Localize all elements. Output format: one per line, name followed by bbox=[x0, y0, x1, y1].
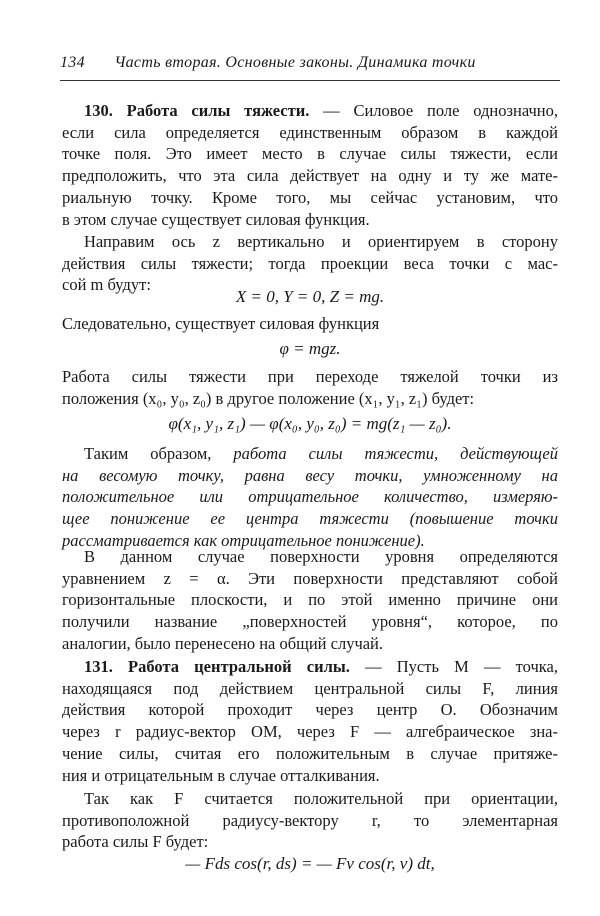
section-130-heading: 130. Работа силы тяжести. bbox=[84, 101, 310, 120]
equation-projections: X = 0, Y = 0, Z = mg. bbox=[235, 287, 385, 306]
section-130-paragraph-1: 130. Работа силы тяжести. — Силовое поле однозначно, если сила определяется единственным образом в каждой точке поля. Это имеет место в случае силы тяжести, если предположить, что эта сила действует на одну и ту же мате- риальную точку. Кроме того, мы сейчас установим, что в этом случае существует силовая функция. bbox=[62, 101, 558, 229]
equation-force-function: φ = mgz. bbox=[279, 339, 341, 358]
page-number: 134 bbox=[60, 54, 85, 71]
equation-elementary-work: — Fds cos(r, ds) = — Fv cos(r, v) dt, bbox=[185, 854, 435, 873]
section-130-paragraph-5: Таким образом, работа силы тяжести, действующей на весомую точку, равна весу точки, умноженному на положительное или отрицательное количество, измеряю- щее понижение ее центра тяжести (повышение точки рассматривается как отрицательное понижение). bbox=[62, 444, 558, 550]
section-131-paragraph-1: 131. Работа центральной силы. — Пусть M — точка, находящаяся под действием центральной силы F, линия действия которой проходит через центр O. Обозначим через r радиус-вектор OM, через F — алгебраическое зна- чение силы, считая его положительным в случае притяже- ния и отрицательным в случае отталкивания. bbox=[62, 657, 558, 785]
section-131-paragraph-2: Так как F считается положительной при ориентации, противоположной радиусу-вектору r, то элементарная работа силы F будет: bbox=[62, 789, 558, 852]
section-130-paragraph-4: Работа силы тяжести при переходе тяжелой точки из положения (x₀, y₀, z₀) в другое положение (x₁, y₁, z₁) будет: bbox=[62, 367, 558, 408]
header-rule bbox=[60, 80, 560, 81]
running-title: Часть вторая. Основные законы. Динамика точки bbox=[114, 54, 476, 71]
running-header bbox=[60, 54, 564, 72]
section-131-heading: 131. Работа центральной силы. bbox=[84, 657, 350, 676]
section-130-paragraph-6: В данном случае поверхности уровня определяются уравнением z = α. Эти поверхности представляют собой горизонтальные плоскости, и по этой именно причине они получили название „поверхностей уровня“, которое, по аналогии, было перенесено на общий случай. bbox=[62, 547, 558, 653]
equation-work: φ(x₁, y₁, z₁) — φ(x₀, y₀, z₀) = mg(z₁ — z₀). bbox=[168, 414, 452, 433]
section-130-paragraph-3: Следовательно, существует силовая функция bbox=[62, 314, 380, 333]
section-130-paragraph-2: Направим ось z вертикально и ориентируем в сторону действия силы тяжести; тогда проекции веса точки с мас- сой m будут: bbox=[62, 232, 558, 295]
